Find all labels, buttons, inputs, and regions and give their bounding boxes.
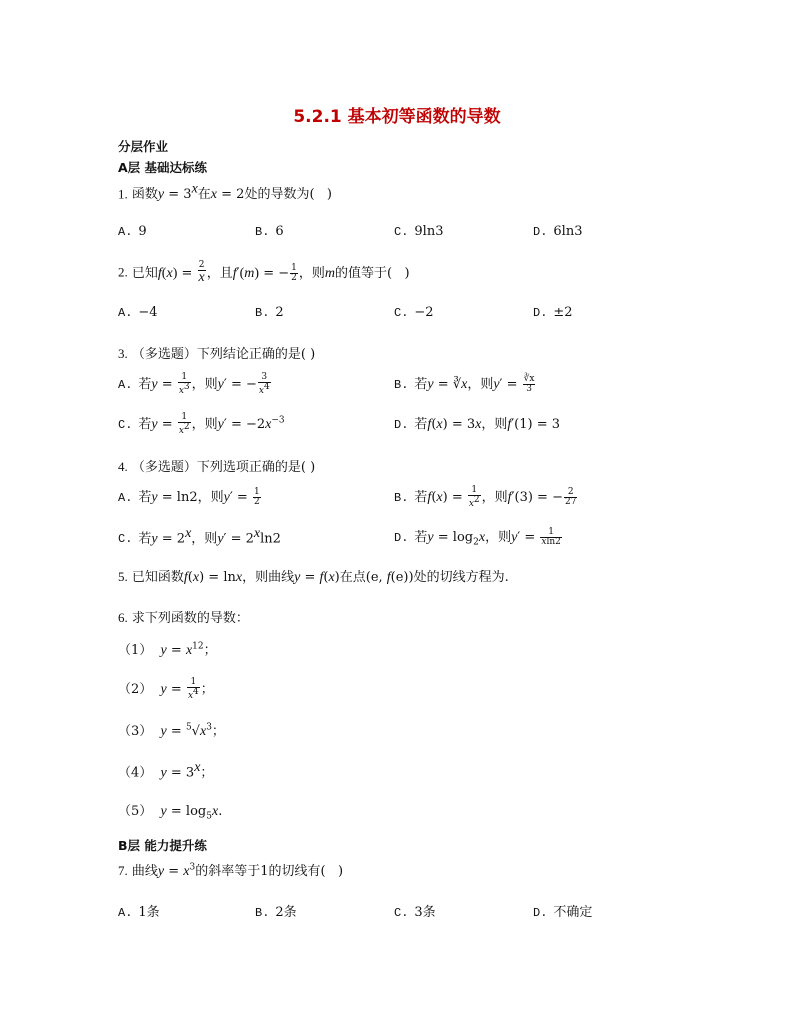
- q4-option-a[interactable]: A. 若y = ln2，则y′ = $\frac{1}{2}$: [118, 487, 260, 507]
- q4-option-d[interactable]: D. 若$y = \log_2x$，则y′ = $\frac{1}{xln2}$: [394, 527, 561, 548]
- q3-option-a[interactable]: A. 若y = $\frac{1}{x^3}$ ，则y′ = − $\frac{3}{x^4}$: [118, 372, 270, 396]
- question-number: 7.: [118, 863, 128, 878]
- section-b-heading: B层 能力提升练: [118, 838, 207, 853]
- q1-option-d[interactable]: D. 6ln3: [533, 224, 583, 239]
- page-title: 5.2.1 基本初等函数的导数: [293, 107, 501, 127]
- question-text: 曲线$y = x^3$的斜率等于1的切线有( ): [131, 862, 344, 879]
- q7-option-c[interactable]: C. 3条: [394, 905, 436, 920]
- question-number: 5.: [118, 569, 128, 584]
- question-number: 2.: [118, 264, 128, 280]
- question-number: 6.: [118, 610, 128, 625]
- question-6: [118, 607, 249, 626]
- q6-item-1: （1） $y = x^{12}$；: [118, 641, 217, 658]
- question-text: （多选题）下列选项正确的是( ): [131, 460, 316, 475]
- q1-option-c[interactable]: C. 9ln3: [394, 224, 444, 239]
- q4-option-c[interactable]: C. 若$y = 2^x$，则$y' = 2^x\ln 2$: [118, 526, 281, 547]
- question-3: [118, 343, 315, 362]
- q3-option-b[interactable]: B. 若y = ∛x，则y′ = $\frac{∛x}{3}$: [394, 374, 535, 394]
- q4-option-b[interactable]: B. 若f(x) = $\frac{1}{x^2}$ ，则f′(3) = − $\frac{2}{27}$: [394, 485, 577, 509]
- q1-option-b[interactable]: B. 6: [255, 224, 284, 239]
- question-text: （多选题）下列结论正确的是( ): [131, 347, 316, 362]
- q6-item-5: （5） $y = \log_5x$.: [118, 804, 223, 822]
- layer-heading: 分层作业: [118, 139, 169, 154]
- question-4: [118, 456, 315, 475]
- q6-item-3: （3） $y = ^5√x^3$；: [118, 722, 225, 739]
- q2-option-d[interactable]: D. ±2: [533, 305, 573, 320]
- question-text: 已知f(x) = $\frac{2}{x}$ ，且f′(m) = − $\frac{1}{2}$ ，则m的值等于( ): [131, 260, 410, 285]
- question-7: [118, 860, 343, 880]
- question-text: 函数$y = 3^x$在x = 2处的导数为( ): [131, 182, 332, 203]
- question-number: 4.: [118, 459, 128, 474]
- q7-option-d[interactable]: D. 不确定: [533, 905, 593, 920]
- question-1: [118, 182, 332, 203]
- q7-option-b[interactable]: B. 2条: [255, 905, 297, 920]
- question-5: [118, 566, 509, 586]
- q6-item-2: （2） y = $\frac{1}{x^4}$ ；: [118, 677, 214, 701]
- question-number: 3.: [118, 346, 128, 361]
- q3-option-c[interactable]: C. 若y = $\frac{1}{x^2}$ ，则$y' = -2x^{-3}$: [118, 412, 285, 436]
- q1-option-a[interactable]: A. 9: [118, 224, 147, 239]
- question-number: 1.: [118, 186, 128, 202]
- section-a-heading: A层 基础达标练: [118, 160, 208, 175]
- q2-option-c[interactable]: C. −2: [394, 305, 434, 320]
- question-2: [118, 261, 410, 285]
- q6-item-4: （4） $y = 3^x$；: [118, 760, 214, 781]
- question-text: 已知函数f(x) = lnx，则曲线y = f(x)在点(e, f(e))处的切线方程为.: [131, 570, 509, 585]
- question-text: 求下列函数的导数：: [131, 611, 249, 626]
- q2-option-a[interactable]: A. −4: [118, 305, 158, 320]
- q7-option-a[interactable]: A. 1条: [118, 905, 160, 920]
- q3-option-d[interactable]: D. 若f(x) = 3x，则f′(1) = 3: [394, 417, 561, 432]
- q2-option-b[interactable]: B. 2: [255, 305, 284, 320]
